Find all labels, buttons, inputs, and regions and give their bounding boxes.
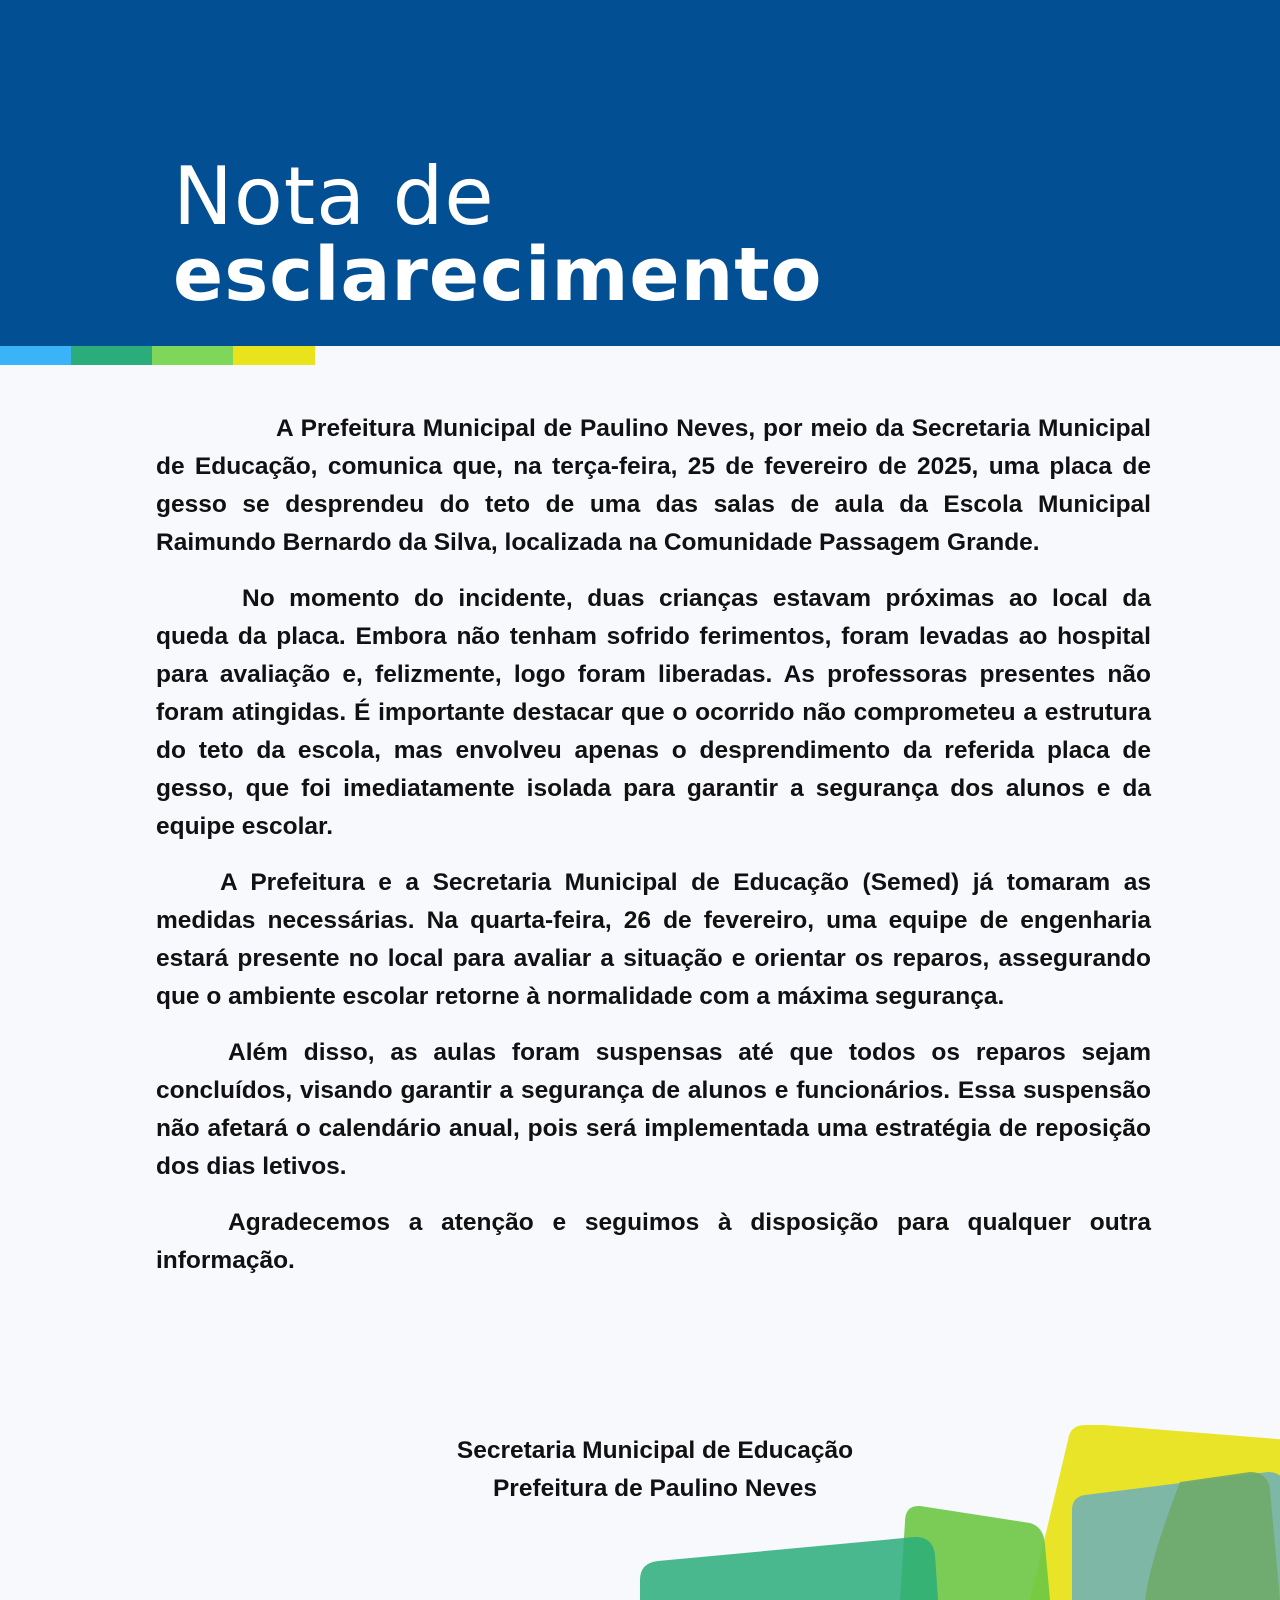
paragraph-1: A Prefeitura Municipal de Paulino Neves, por meio da Secretaria Municipal de Educação, comunica que, na terça-feira, 25 de fevereiro de 2025, uma placa de gesso se desprendeu do teto de uma das salas de aula da Escola Municipal Raimundo Bernardo da Silva, localizada na Comunidade Passagem Grande. (156, 415, 1151, 556)
title-line-2: esclarecimento (173, 232, 823, 318)
paragraph-2: No momento do incidente, duas crianças estavam próximas ao local da queda da placa. Embora não tenham sofrido ferimentos, foram levadas ao hospital para avaliação e, felizmente, logo foram liberadas. As professoras presentes não foram atingidas. É importante destacar que o ocorrido não comprometeu a estrutura do teto da escola, mas envolveu apenas o desprendimento da referida placa de gesso, que foi imediatamente isolada para garantir a segurança dos alunos e da equipe escolar. (156, 585, 1151, 840)
signature-line-1: Secretaria Municipal de Educação (456, 1437, 854, 1464)
teal-shape (640, 1537, 938, 1600)
paragraph-3: A Prefeitura e a Secretaria Municipal de Educação (Semed) já tomaram as medidas necessárias. Na quarta-feira, 26 de fevereiro, uma equipe de engenharia estará presente no local para avaliar a situação e orientar os reparos, assegurando que o ambiente escolar retorne à normalidade com a máxima segurança. (156, 869, 1151, 1010)
title-line-1: Nota de (173, 150, 495, 243)
signature-line-2: Prefeitura de Paulino Neves (492, 1475, 818, 1502)
paragraph-4: Além disso, as aulas foram suspensas até que todos os reparos sejam concluídos, visando garantir a segurança de alunos e funcionários. Essa suspensão não afetará o calendário anual, pois será implementada uma estratégia de reposição dos dias letivos. (156, 1039, 1151, 1180)
paragraph-5: Agradecemos a atenção e seguimos à disposição para qualquer outra informação. (156, 1209, 1151, 1274)
